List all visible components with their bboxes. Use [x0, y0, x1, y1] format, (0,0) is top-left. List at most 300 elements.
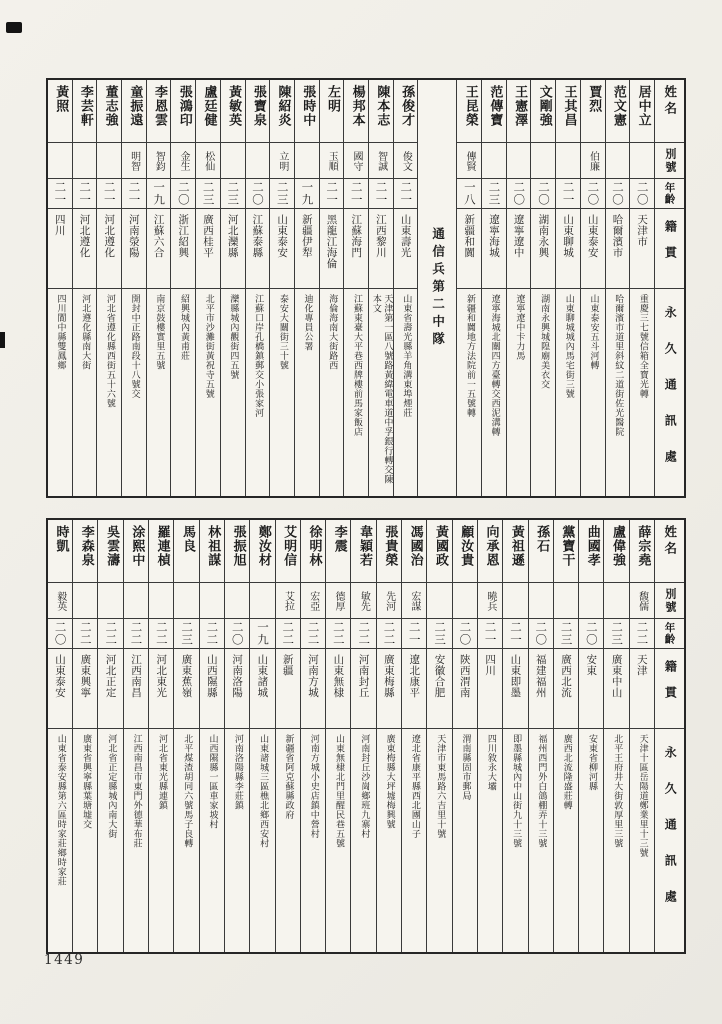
entry-address: 遼寧遼中卡力馬: [514, 294, 525, 361]
header-age-label: 年齡: [663, 182, 676, 205]
entry-age-cell: [453, 619, 477, 649]
entry-origin: 江蘇泰縣: [251, 214, 264, 258]
entry-name: 時凱: [53, 525, 69, 553]
entry-age: 二三: [226, 181, 241, 206]
entry-alias-cell: [369, 143, 393, 179]
entry-age: 二一: [399, 181, 414, 206]
entry-name: 黃敏英: [226, 85, 242, 127]
entry-address: 福州西門外白鴿棚弄十三號: [536, 734, 547, 848]
entry-address-cell: [97, 289, 121, 496]
header-cell-name: [655, 80, 684, 143]
entry-age-cell: [606, 179, 630, 209]
entry-alias-cell: [73, 143, 97, 179]
entry-address: 山東無棣北門里醒民巷五號: [334, 734, 345, 848]
entry-origin-cell: [73, 209, 97, 289]
entry-alias-cell: [457, 143, 481, 179]
entry-origin: 山西隰縣: [205, 654, 218, 698]
entry-name-cell: [377, 520, 401, 583]
entry-name-cell: [402, 520, 426, 583]
entry-name-cell: [124, 520, 148, 583]
entry-name-cell: [48, 520, 72, 583]
entry-age: 二二: [281, 621, 296, 646]
entry-address: 海倫海南大街路西: [327, 294, 338, 370]
entry-alias-cell: [556, 143, 580, 179]
entry-origin-cell: [270, 209, 294, 289]
entry-address-cell: [482, 289, 506, 496]
entry-alias-cell: [196, 143, 220, 179]
entry-age: 二二: [104, 621, 119, 646]
entry-address-cell: [196, 289, 220, 496]
entry-address: 新疆和闐地方法院前一五號轉: [464, 294, 475, 418]
entry-address: 廣東省興寧縣葉塘墟交: [81, 734, 92, 829]
entry-age: 二三: [275, 181, 290, 206]
entry-alias-cell: [200, 583, 224, 619]
entry-column: [224, 520, 249, 952]
entry-origin-cell: [122, 209, 146, 289]
entry-alias-cell: [174, 583, 198, 619]
entry-alias: 傳賢: [463, 150, 475, 171]
entry-age: 二〇: [584, 621, 599, 646]
entry-name: 李震: [331, 525, 347, 553]
entry-address-cell: [147, 289, 171, 496]
entry-column: [426, 520, 451, 952]
entry-alias-cell: [73, 583, 97, 619]
entry-name: 陳本志: [374, 85, 390, 127]
entry-column: [199, 520, 224, 952]
entry-address-cell: [320, 289, 344, 496]
entry-address: 天津十區岳陽道鄭業里十三號: [637, 734, 648, 858]
entry-name: 陳紹炎: [275, 85, 291, 127]
entry-age: 二二: [331, 621, 346, 646]
entry-address: 山東省壽光縣羊角溝東埠煙莊: [401, 294, 412, 418]
entry-alias-cell: [250, 583, 274, 619]
entry-origin: 廣西桂平: [202, 214, 214, 258]
entry-address-cell: [554, 729, 578, 952]
entry-address: 南京鼓樓實里五號: [154, 294, 165, 370]
entry-origin: 山東即墨: [509, 654, 522, 698]
entry-origin-cell: [196, 209, 220, 289]
entry-origin-cell: [554, 649, 578, 729]
entry-origin-cell: [225, 649, 249, 729]
entry-age: 二〇: [458, 621, 473, 646]
entry-origin: 山東聊城: [562, 214, 575, 258]
entry-alias-cell: [48, 583, 72, 619]
entry-origin: 江蘇六合: [152, 214, 165, 258]
entry-name: 鄭汝材: [255, 525, 271, 567]
entry-alias-cell: [344, 143, 368, 179]
entry-age: 二一: [127, 181, 142, 206]
entry-name-cell: [482, 80, 506, 143]
entry-address: 河北省東光縣連鎮: [156, 734, 167, 810]
entry-column: [350, 520, 375, 952]
entry-column: [605, 80, 630, 496]
entry-alias-cell: [124, 583, 148, 619]
entry-column: [530, 80, 555, 496]
entry-origin-cell: [503, 649, 527, 729]
register-table-top: [46, 78, 686, 498]
header-name-label: 姓名: [662, 525, 678, 558]
entry-origin: 遼寧遼中: [512, 214, 525, 258]
entry-alias: 松仙: [202, 150, 214, 171]
entry-address-cell: [606, 289, 630, 496]
entry-origin: 山東壽光: [399, 214, 412, 258]
entry-address: 哈爾濱市道里斜紋二道街佐光醫院: [613, 294, 624, 437]
page-number: 1449: [44, 952, 85, 968]
entry-origin: 陝西渭南: [458, 654, 471, 698]
entry-origin: 浙江紹興: [177, 214, 190, 258]
entry-name-cell: [97, 80, 121, 143]
entry-age-cell: [221, 179, 245, 209]
entry-origin: 四川: [484, 654, 497, 676]
entry-age: 二一: [407, 621, 422, 646]
entry-age-cell: [531, 179, 555, 209]
entry-name-cell: [246, 80, 270, 143]
entry-origin: 黑龍江海倫: [325, 214, 338, 269]
entry-alias-cell: [482, 143, 506, 179]
entry-name-cell: [250, 520, 274, 583]
entry-alias-cell: [579, 583, 603, 619]
entry-name-cell: [630, 520, 654, 583]
entry-origin-cell: [427, 649, 451, 729]
entry-age: 二二: [205, 621, 220, 646]
entry-name: 王昆榮: [462, 85, 478, 127]
entry-address-cell: [478, 729, 502, 952]
entry-age-cell: [556, 179, 580, 209]
entry-age: 一九: [256, 621, 270, 646]
entry-name: 馬良: [179, 525, 195, 553]
entry-address-cell: [200, 729, 224, 952]
entry-origin: 天津市: [636, 214, 649, 247]
header-age-label: 年齡: [663, 622, 676, 645]
entry-age: 二一: [325, 181, 340, 206]
entry-origin-cell: [221, 209, 245, 289]
entry-origin-cell: [507, 209, 531, 289]
entry-age: 二二: [154, 621, 169, 646]
entry-origin: 山東諸城: [256, 654, 269, 698]
entry-address-cell: [581, 289, 605, 496]
entry-name: 李恩雲: [152, 85, 168, 127]
entry-alias-cell: [147, 143, 171, 179]
entry-alias-cell: [301, 583, 325, 619]
entry-address-cell: [344, 289, 368, 496]
entry-alias: 金生: [178, 150, 190, 171]
entry-origin-cell: [97, 209, 121, 289]
entry-age: 二三: [201, 181, 216, 206]
entry-origin: 河南封丘: [357, 654, 370, 698]
entry-age: 二二: [635, 621, 650, 646]
entry-address: 湖南永興城隍廟美衣交: [539, 294, 550, 389]
entry-age: 二一: [349, 181, 364, 206]
entry-alias-cell: [246, 143, 270, 179]
entry-column: [72, 520, 97, 952]
entry-origin-cell: [351, 649, 375, 729]
entry-column: [401, 520, 426, 952]
entry-origin: 新疆伊犁: [300, 214, 313, 258]
entry-alias-cell: [270, 143, 294, 179]
entry-address-cell: [48, 729, 72, 952]
entry-address: 泰安大關街三十號: [277, 294, 288, 370]
entry-origin-cell: [556, 209, 580, 289]
entry-name-cell: [453, 520, 477, 583]
entry-origin: 河南洛陽: [231, 654, 244, 698]
entry-name-cell: [276, 520, 300, 583]
entry-alias-cell: [149, 583, 173, 619]
entry-name: 張寶泉: [250, 85, 266, 127]
entry-age-cell: [200, 619, 224, 649]
entry-name-cell: [529, 520, 553, 583]
entry-column: [325, 520, 350, 952]
entry-origin: 江西黎川: [374, 214, 387, 258]
header-cell-origin: [655, 649, 684, 729]
entry-age-cell: [369, 179, 393, 209]
entry-name: 李森泉: [78, 525, 94, 567]
entry-age-cell: [48, 619, 72, 649]
entry-name: 王其昌: [561, 85, 577, 127]
entry-age-cell: [427, 619, 451, 649]
entry-origin: 廣東梅縣: [382, 654, 395, 698]
entry-origin-cell: [295, 209, 319, 289]
entry-address-cell: [457, 289, 481, 496]
entry-age: 二三: [180, 621, 195, 646]
entry-age-cell: [276, 619, 300, 649]
entry-origin-cell: [250, 649, 274, 729]
entry-address: 即墨縣城內中山街九十三號: [511, 734, 522, 848]
entry-age-cell: [478, 619, 502, 649]
entry-column: [555, 80, 580, 496]
entry-alias: 艾拉: [282, 590, 294, 611]
entry-address: 渭南縣固市郵局: [460, 734, 471, 801]
entry-column: [629, 520, 654, 952]
entry-name: 張貴榮: [382, 525, 398, 567]
entry-origin-cell: [200, 649, 224, 729]
entry-name: 童振遠: [127, 85, 143, 127]
entry-alias-cell: [295, 143, 319, 179]
entry-address: 河南封丘沙崗鄉班九寨村: [359, 734, 370, 839]
entry-name-cell: [270, 80, 294, 143]
entry-age-cell: [402, 619, 426, 649]
entry-address-cell: [221, 289, 245, 496]
entry-age-cell: [295, 179, 319, 209]
entry-name-cell: [147, 80, 171, 143]
entry-column: [578, 520, 603, 952]
entry-column: [123, 520, 148, 952]
entry-alias-cell: [453, 583, 477, 619]
entry-address-cell: [171, 289, 195, 496]
entry-name-cell: [478, 520, 502, 583]
entry-column: [300, 520, 325, 952]
entry-alias-cell: [606, 143, 630, 179]
entry-age: 二三: [433, 621, 448, 646]
entry-address: 北平市沙灘街黃祝寺五號: [203, 294, 214, 399]
entry-age: 二〇: [250, 181, 265, 206]
entry-address: 四川敘永大壩: [485, 734, 496, 791]
entry-column: [146, 80, 171, 496]
entry-name: 賈烈: [586, 85, 602, 113]
entry-age: 二一: [483, 621, 498, 646]
entry-age: 二一: [508, 621, 523, 646]
entry-address: 安東省柳河縣: [587, 734, 597, 791]
entry-age-cell: [344, 179, 368, 209]
entry-address-cell: [377, 729, 401, 952]
entry-address-cell: [531, 289, 555, 496]
entry-origin: 廣東興寧: [79, 654, 92, 698]
entry-name: 黃祖遜: [508, 525, 524, 567]
entry-alias-cell: [478, 583, 502, 619]
entry-age: 二二: [382, 621, 397, 646]
entry-name-cell: [295, 80, 319, 143]
entry-origin-cell: [48, 209, 72, 289]
entry-name: 孫俊才: [399, 85, 415, 127]
entry-alias: 俊文: [400, 150, 412, 171]
entry-origin: 山東無棣: [332, 654, 345, 698]
header-cell-address: [655, 289, 684, 496]
entry-address: 紹興城內黃甫莊: [179, 294, 190, 361]
entry-name-cell: [344, 80, 368, 143]
entry-origin-cell: [73, 649, 97, 729]
entry-column: [319, 80, 344, 496]
entry-origin-cell: [581, 209, 605, 289]
entry-name: 林祖謀: [205, 525, 221, 567]
entry-name-cell: [149, 520, 173, 583]
entry-origin: 河北遵化: [78, 214, 91, 258]
entry-alias-cell: [98, 583, 122, 619]
entry-name-cell: [556, 80, 580, 143]
entry-address: 江蘇口岸孔橋鎮郵交小張家河: [253, 294, 264, 418]
entry-name: 張鴻印: [176, 85, 192, 127]
entry-age-cell: [554, 619, 578, 649]
entry-name-cell: [579, 520, 603, 583]
entry-name-cell: [320, 80, 344, 143]
entry-address-cell: [630, 289, 654, 496]
entry-origin: 遼北康平: [408, 654, 421, 698]
entry-name: 吳雲濤: [104, 525, 120, 567]
entry-age: 二一: [561, 181, 576, 206]
entry-address: 天津市東馬路六吉里十號: [435, 734, 446, 839]
entry-alias: 伯廉: [587, 150, 599, 171]
entry-name-cell: [221, 80, 245, 143]
entry-name-cell: [554, 520, 578, 583]
entry-origin: 江蘇海門: [350, 214, 363, 258]
entry-address-cell: [250, 729, 274, 952]
entry-age: 二〇: [611, 181, 626, 206]
entry-column: [376, 520, 401, 952]
entry-age-cell: [196, 179, 220, 209]
entry-alias-cell: [604, 583, 628, 619]
entry-origin-cell: [604, 649, 628, 729]
entry-address: 江西南昌市東門外德華布莊: [131, 734, 142, 848]
entry-column: [603, 520, 628, 952]
header-origin-label: 籍貫: [663, 220, 678, 272]
entry-address-cell: [369, 289, 393, 496]
entry-address: 河北省正定縣城內南大街: [106, 734, 117, 839]
header-cell-address: [655, 729, 684, 952]
entry-name: 李芸軒: [77, 85, 93, 127]
entry-address-cell: [276, 729, 300, 952]
header-column: [654, 520, 684, 952]
entry-origin-cell: [301, 649, 325, 729]
entry-origin-cell: [453, 649, 477, 729]
header-alias-label: 別號: [663, 147, 677, 174]
register-table-bottom: [46, 518, 686, 954]
entry-alias-cell: [221, 143, 245, 179]
entry-age-cell: [351, 619, 375, 649]
entry-address: 新疆省阿克蘇縣政府: [283, 734, 294, 820]
entry-origin-cell: [98, 649, 122, 729]
entry-name-cell: [200, 520, 224, 583]
entry-column: [195, 80, 220, 496]
entry-origin: 福建福州: [534, 654, 547, 698]
entry-alias-cell: [529, 583, 553, 619]
entry-alias-cell: [97, 143, 121, 179]
entry-name: 徐明林: [306, 525, 322, 567]
header-cell-origin: [655, 209, 684, 289]
entry-name-cell: [427, 520, 451, 583]
entry-address: 江蘇東臺大平巷西牌樓前馬家飯店: [351, 294, 362, 437]
entry-origin-cell: [457, 209, 481, 289]
entry-age: 一九: [152, 181, 167, 206]
entry-origin: 河北東光: [155, 654, 168, 698]
entry-origin: 山東泰安: [586, 214, 599, 258]
entry-alias-cell: [171, 143, 195, 179]
entry-age: 二一: [374, 181, 389, 206]
entry-origin-cell: [402, 649, 426, 729]
entry-age: 二〇: [53, 621, 68, 646]
entry-alias-cell: [394, 143, 418, 179]
entry-column: [121, 80, 146, 496]
entry-column: [477, 520, 502, 952]
entry-origin-cell: [369, 209, 393, 289]
entry-address: 天津第一區八號路黃緯電車道中孚銀行轉交陳本文: [370, 294, 393, 484]
entry-age-cell: [457, 179, 481, 209]
entry-address-cell: [630, 729, 654, 952]
entry-age: 二一: [102, 181, 117, 206]
entry-origin: 哈爾濱市: [611, 214, 624, 258]
header-cell-alias: [655, 583, 684, 619]
entry-address-cell: [351, 729, 375, 952]
entry-origin-cell: [171, 209, 195, 289]
entry-name: 顧汝貴: [458, 525, 474, 567]
entry-address: 迪化專員公署: [302, 294, 313, 351]
entry-alias-cell: [377, 583, 401, 619]
entry-column: [456, 80, 481, 496]
entry-alias: 馥儒: [636, 590, 648, 611]
entry-age: 二〇: [176, 181, 191, 206]
entry-name-cell: [606, 80, 630, 143]
entry-origin: 廣西北流: [559, 654, 572, 698]
entry-origin: 河南方城: [307, 654, 320, 698]
entry-alias-cell: [427, 583, 451, 619]
entry-alias: 智誠: [375, 150, 387, 171]
entry-name-cell: [604, 520, 628, 583]
entry-alias-cell: [507, 143, 531, 179]
entry-alias: 德厚: [333, 590, 345, 611]
entry-name: 曲國孝: [584, 525, 600, 567]
entry-address: 四川閬中縣雙鳳鄉: [55, 294, 66, 370]
entry-name: 羅連楨: [154, 525, 170, 567]
entry-alias-cell: [630, 583, 654, 619]
entry-address: 開封中正路南段十八號交: [129, 294, 140, 399]
entry-name: 范文憲: [610, 85, 626, 127]
entry-origin: 山東泰安: [276, 214, 289, 258]
entry-name: 黃國政: [432, 525, 448, 567]
entry-name: 文剛強: [536, 85, 552, 127]
entry-address-cell: [556, 289, 580, 496]
entry-name: 左明: [324, 85, 340, 113]
entry-address-cell: [246, 289, 270, 496]
entry-column: [553, 520, 578, 952]
entry-column: [393, 80, 418, 496]
entry-origin: 四川: [53, 214, 66, 236]
